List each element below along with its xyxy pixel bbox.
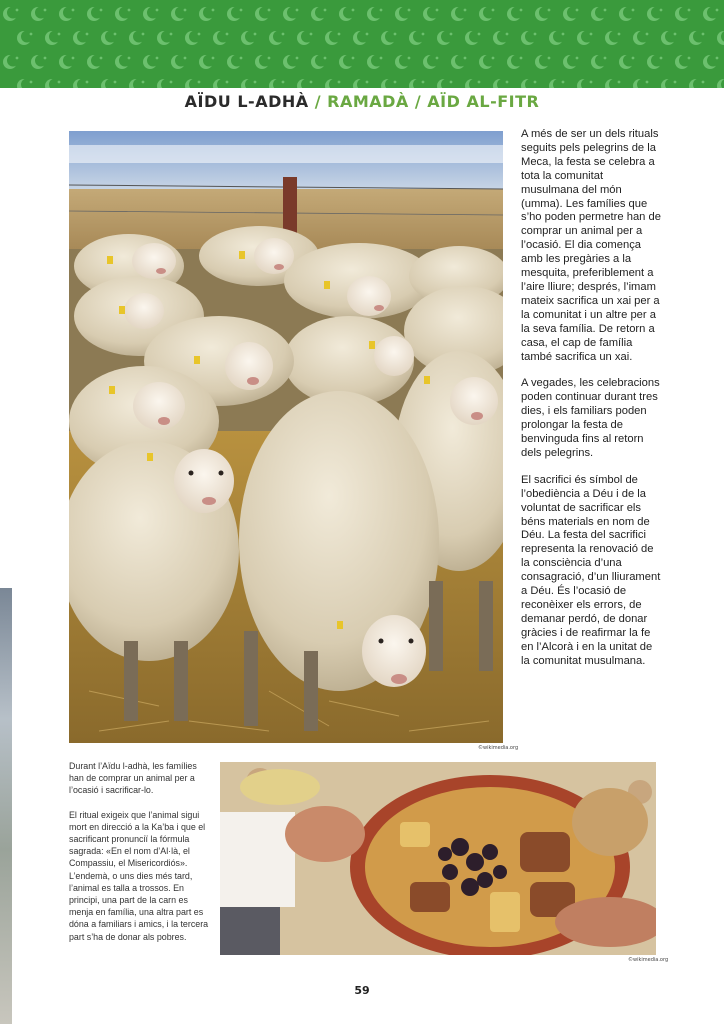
crescent-star-icon xyxy=(157,79,173,89)
crescent-star-icon xyxy=(367,7,383,22)
crescent-star-icon xyxy=(563,7,579,22)
crescent-star-icon xyxy=(409,31,425,46)
article-body xyxy=(521,128,661,682)
crescent-star-icon xyxy=(675,55,691,70)
crescent-star-icon xyxy=(283,55,299,70)
crescent-star-icon xyxy=(661,79,677,89)
crescent-star-icon xyxy=(3,55,19,70)
crescent-star-icon xyxy=(535,55,551,70)
decorative-banner xyxy=(0,0,724,88)
crescent-star-icon xyxy=(633,31,649,46)
photo-caption xyxy=(69,760,214,955)
crescent-star-icon xyxy=(493,31,509,46)
crescent-star-icon xyxy=(297,79,313,89)
crescent-star-icon xyxy=(465,31,481,46)
crescent-star-icon xyxy=(255,55,271,70)
crescent-star-icon xyxy=(129,31,145,46)
meal-photo xyxy=(220,762,656,955)
heading-subtitle-ramada: RAMADÀ xyxy=(327,92,409,111)
crescent-star-icon xyxy=(283,7,299,22)
crescent-star-icon xyxy=(521,79,537,89)
crescent-star-icon xyxy=(451,55,467,70)
heading-separator: / xyxy=(314,92,322,111)
page-heading xyxy=(0,92,724,111)
crescent-star-icon xyxy=(241,79,257,89)
crescent-star-icon xyxy=(437,79,453,89)
crescent-star-icon xyxy=(703,55,719,70)
crescent-star-icon xyxy=(479,55,495,70)
crescent-star-icon xyxy=(227,7,243,22)
crescent-star-icon xyxy=(689,31,705,46)
heading-subtitle-aid-al-fitr: AÏD AL-FITR xyxy=(427,92,540,111)
crescent-star-icon xyxy=(59,7,75,22)
crescent-star-icon xyxy=(591,55,607,70)
crescent-star-icon xyxy=(17,31,33,46)
crescent-star-icon xyxy=(633,79,649,89)
crescent-star-icon xyxy=(241,31,257,46)
crescent-star-icon xyxy=(381,79,397,89)
crescent-star-icon xyxy=(255,7,271,22)
crescent-star-icon xyxy=(577,31,593,46)
crescent-star-icon xyxy=(619,7,635,22)
crescent-star-icon xyxy=(101,79,117,89)
crescent-star-icon xyxy=(87,7,103,22)
crescent-star-icon xyxy=(689,79,705,89)
photo-credit: ©wikimedia.org xyxy=(478,745,519,751)
crescent-star-icon xyxy=(605,79,621,89)
article-paragraph: A més de ser un dels rituals seguits pels pelegrins de la Meca, la festa se celebra a tota la comunitat musulmana del món (umma). Les famílies que s’ho poden permetre han de comprar un animal per a l’ocasió. El dia comença amb les pregàries a la mesquita, preferiblement a l’aire lliure; després, l’imam mateix sacrifica un xai per a la comunitat i un altre per a la seva família. De retorn a casa, el cap de família també sacrifica un xai. xyxy=(521,128,661,363)
crescent-star-icon xyxy=(143,55,159,70)
crescent-star-icon xyxy=(129,79,145,89)
caption-paragraph: Durant l’Aïdu l-adhà, les famílies han de comprar un animal per a l’ocasió i sacrificar-lo. xyxy=(69,761,197,796)
crescent-star-icon xyxy=(325,31,341,46)
heading-separator: / xyxy=(414,92,422,111)
crescent-star-icon xyxy=(73,79,89,89)
crescent-star-icon xyxy=(45,79,61,89)
crescent-star-icon xyxy=(115,55,131,70)
crescent-star-icon xyxy=(3,7,19,22)
crescent-star-icon xyxy=(423,7,439,22)
crescent-star-icon xyxy=(17,79,33,89)
crescent-star-icon xyxy=(717,31,724,46)
crescent-star-icon xyxy=(199,7,215,22)
crescent-star-icon xyxy=(605,31,621,46)
crescent-star-icon xyxy=(115,7,131,22)
crescent-star-icon xyxy=(535,7,551,22)
crescent-star-icon xyxy=(339,7,355,22)
crescent-star-icon xyxy=(45,31,61,46)
article-paragraph: A vegades, les celebracions poden continuar durant tres dies, i els familiars poden prolongar la festa de benvinguda fins al retorn dels pelegrins. xyxy=(521,377,660,459)
page-number: 59 xyxy=(354,984,370,997)
crescent-star-icon xyxy=(311,7,327,22)
crescent-star-icon xyxy=(661,31,677,46)
crescent-star-icon xyxy=(549,79,565,89)
crescent-star-icon xyxy=(73,31,89,46)
crescent-star-icon xyxy=(423,55,439,70)
adjacent-page-photo-edge xyxy=(0,588,12,1024)
crescent-star-icon xyxy=(297,31,313,46)
crescent-star-icon xyxy=(87,55,103,70)
crescent-star-pattern xyxy=(0,0,724,88)
crescent-star-icon xyxy=(339,55,355,70)
sheep-photo xyxy=(69,131,503,743)
crescent-star-icon xyxy=(143,7,159,22)
crescent-star-icon xyxy=(591,7,607,22)
crescent-star-icon xyxy=(493,79,509,89)
crescent-star-icon xyxy=(395,7,411,22)
crescent-star-icon xyxy=(619,55,635,70)
crescent-star-icon xyxy=(717,79,724,89)
crescent-star-icon xyxy=(325,79,341,89)
crescent-star-icon xyxy=(31,55,47,70)
crescent-star-icon xyxy=(507,55,523,70)
crescent-star-icon xyxy=(479,7,495,22)
crescent-star-icon xyxy=(647,55,663,70)
crescent-star-icon xyxy=(213,79,229,89)
crescent-star-icon xyxy=(311,55,327,70)
crescent-star-icon xyxy=(465,79,481,89)
crescent-star-icon xyxy=(353,79,369,89)
crescent-star-icon xyxy=(563,55,579,70)
crescent-star-icon xyxy=(213,31,229,46)
caption-paragraph: El ritual exigeix que l’animal sigui mort en direcció a la Ka’ba i que el sacrificant pronunciï la fórmula sagrada: «En el nom d’Al·là, el Compassiu, el Misericordiós». L’endemà, o uns dies més tard, l’animal es talla a trossos. En principi, una part de la carn es menja en família, una altra part es dóna a familiars i amics, i la tercera part s’ha de donar als pobres. xyxy=(69,809,209,942)
crescent-star-icon xyxy=(367,55,383,70)
crescent-star-icon xyxy=(521,31,537,46)
crescent-star-icon xyxy=(703,7,719,22)
crescent-star-icon xyxy=(577,79,593,89)
crescent-star-icon xyxy=(171,7,187,22)
crescent-star-icon xyxy=(101,31,117,46)
crescent-star-icon xyxy=(59,55,75,70)
crescent-star-icon xyxy=(31,7,47,22)
article-paragraph: El sacrifici és símbol de l’obediència a Déu i de la voluntat de sacrificar els béns materials en nom de Déu. La festa del sacrifici representa la renovació de la consciència d’una consagració, d’un lliurament a Déu. És l’ocasió de reconèixer els errors, de demanar perdó, de donar gràcies i de reafirmar la fe en l’Alcorà i en la unitat de la comunitat musulmana. xyxy=(521,473,661,667)
heading-title: AÏDU L-ADHÀ xyxy=(184,92,309,111)
crescent-star-icon xyxy=(437,31,453,46)
crescent-star-icon xyxy=(185,31,201,46)
crescent-star-icon xyxy=(647,7,663,22)
crescent-star-icon xyxy=(381,31,397,46)
crescent-star-icon xyxy=(157,31,173,46)
crescent-star-icon xyxy=(227,55,243,70)
crescent-star-icon xyxy=(353,31,369,46)
crescent-star-icon xyxy=(409,79,425,89)
crescent-star-icon xyxy=(185,79,201,89)
photo-credit: ©wikimedia.org xyxy=(628,957,669,963)
crescent-star-icon xyxy=(269,31,285,46)
crescent-star-icon xyxy=(395,55,411,70)
crescent-star-icon xyxy=(451,7,467,22)
crescent-star-icon xyxy=(269,79,285,89)
crescent-star-icon xyxy=(675,7,691,22)
crescent-star-icon xyxy=(507,7,523,22)
crescent-star-icon xyxy=(549,31,565,46)
crescent-star-icon xyxy=(199,55,215,70)
crescent-star-icon xyxy=(171,55,187,70)
